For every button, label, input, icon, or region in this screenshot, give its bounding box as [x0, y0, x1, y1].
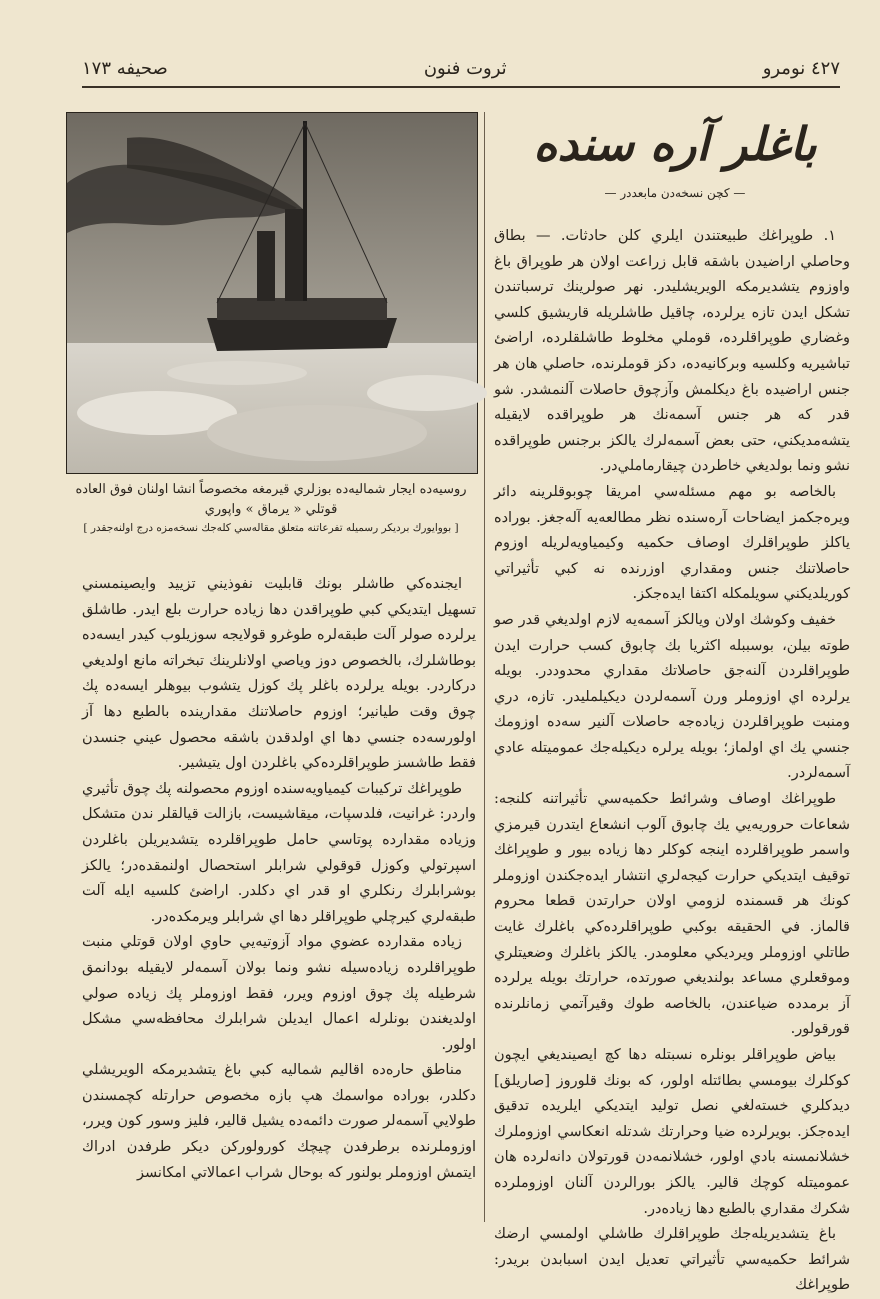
photo-caption	[66, 480, 476, 536]
icebreaker-photo	[66, 112, 478, 474]
article-title: باغلر آره سنده	[533, 117, 817, 171]
caption-note: [ بووايورك برديكر رسميله تفرعاتنه متعلق مقاله‌سي كله‌جك نسخه‌مزه درج اولنه‌جقدر ]	[83, 522, 459, 534]
header-rule	[82, 86, 840, 88]
paragraph: طوپراغك اوصاف وشرائط حكميه‌سي تأثيراتنه كلنجه: شعاعات حروريه‌يي يك چابوق آلوب انشعاع ايتدرن قيرمزي واسمر طوپراقلرده اينجه كوكلر دها زياده بيور و طوپراغك توقيف ايتديكي حرارت كيجه‌لري انتشار ايده‌جكندن اوزوملر كونك هر قسمنده لزومي اولان حرارتدن قطعا محروم قالماز. في الحقيقه بوكبي طوپراقلرده‌كي باغلرك غايت طاتلي اوزوملر ويرديكي معلومدر. يالكز باغلرك وضعيتلري وموقعلري مساعد بولنديغي صورتده، حرارتك بويله يرلرده آز برمدده ضياعندن، بالخاصه طوك وقيرآتمي زمانلرنده قورقولور.	[494, 791, 850, 1038]
column-divider	[484, 112, 485, 1222]
paragraph: ١. طوپراغك طبيعتندن ايلري كلن حادثات. — بطاق وحاصلي اراضيدن باشقه قابل زراعت اولان هر طوپراق باغ واوزوم يتشديرمكه الويريشليدر. نهر صولرينك ترسباتندن تشكل ايدن تازه يرلرده، چاقيل طاشلريله قاريشيق كلسي وغضاري طوپراقلرده، قوملي مخلوط طاشلقلرده، اراضئ تباشيريه وكلسيه وبركانيه‌ده، دكز قوملرنده، حاصلي هان هر جنس اراضيده باغ ديكلمش وآزچوق حاصلات آلنمشدر. شو قدر كه هر جنس آسمه‌نك هر طوپراقده لايقيله يتشه‌مديكني، حتى بعض آسمه‌لرك يالكز برجنس طوپراقده نشو ونما بولديغي خاطردن چيقارماملي‌در.	[494, 228, 850, 475]
right-column	[494, 224, 850, 1294]
paragraph: زياده مقدارده عضوي مواد آزوتيه‌يي حاوي اولان قوتلي منبت طوپراقلرده زياده‌سيله نشو ونما بولان آسمه‌لر لايقيله بودانمق شرطيله پك چوق اوزوم ويرر، فقط اوزوملر پك زياده صولي اولديغندن بونلرله اعمال ايديلن شرابلرك محافظه‌سي مشكل اولور.	[82, 934, 476, 1053]
paragraph: خفيف وكوشك اولان ويالكز آسمه‌يه لازم اولديغي قدر صو طوته بيلن، بوسببله اكثريا بك چابوق كسب حرارت ايدن طوپراقلردن آلنه‌جق حاصلاتك مقداري محدوددر. بويله يرلرده اي اوزوملر ورن آسمه‌لردن ديكيلمليدر. تازه، دري ومنبت طوپراقلردن زياده‌جه حاصلات آلنير سه‌ده اوزومك جنسي يك اي اولماز؛ بويله يرلره ديكيله‌جك عموميتله عادي آسمه‌لردر.	[494, 611, 850, 782]
paragraph: باغ يتشديريله‌جك طوپراقلرك طاشلي اولمسي ارضك شرائط حكميه‌سي تأثيراتي تعديل ايدن اسبابدن بريدر: طوپراغك	[494, 1226, 850, 1294]
page-header	[82, 52, 840, 84]
icebreaker-ship-image	[67, 113, 477, 473]
page-number: صحيفه ١٧٣	[82, 57, 168, 79]
paragraph: مناطق حاره‌ده اقاليم شماليه كبي باغ يتشديرمكه الويريشلي دكلدر، بوراده مواسمك هپ بازه مخصوص حرارتله كچمسندن طولايي آسمه‌لر صورت دائمه‌ده يشيل قالير، فليز وسور كون ويرر، اوزوملرنده برطرفدن چيچك كورولوركن ديكر طرفدن ادراك ايتمش اوزوملر بولنور كه بوحال شراب اعمالاتي امكانسز	[82, 1062, 476, 1181]
paragraph: طوپراغك تركيبات كيمياويه‌سنده اوزوم محصولنه پك چوق تأثيري واردر: غرانيت، فلدسپات، ميقاشيست، بازالت قيالقلر ندن متشكل وزياده مقدارده پوتاسي حامل طوپراقلرده يتشديريلن باغلردن اسپرتولي وكوزل قوقولي شرابلر استحصال اولنمقده‌در؛ يالكز بوشرابلرك رنكلري او قدر اي دكلدر. اراضئ كلسيه ايله آلت طبقه‌لري كيرچلي طوپراقلر دها اي شرابلر ويرمكده‌در.	[82, 780, 476, 925]
paragraph: بالخاصه بو مهم مسئله‌سي امريقا چوبوقلرينه دائر ويره‌جكمز ايضاحات آره‌سنده نظر مطالعه‌يه آله‌جغز. بوراده ياكلز طوپراقلرك اوصاف حكميه وكيمياويه‌لريله اوزوم حاصلاتنك جنس ومقداري اوزرنده نه كبي تأثيراتي كوريلديكني سويلمكله اكتفا ايده‌جكز.	[494, 483, 850, 603]
caption-text: روسيه‌ده ايجار شماليه‌ده بوزلري قيرمغه مخصوصاً انشا اولنان فوق العاده قوتلي « يرماق » واپوري	[75, 482, 467, 517]
left-column	[82, 572, 476, 1232]
article-subtitle: — كچن نسخه‌دن مابعددر —	[604, 186, 746, 200]
journal-name: ثروت فنون	[423, 57, 507, 79]
paragraph: ايجنده‌كي طاشلر بونك قابليت نفوذيني تزييد وايصينمسني تسهيل ايتديكي كبي طوپراقدن دها زياده حرارت بلع ايدر. طاشلق يرلرده صولر آلت طبقه‌لره طوغرو قولايجه سوزيلوب كيدر ايسه‌ده بوطاشلرك، بالخصوص دوز وياصي اولانلرينك تبخراته مانع اولديغي دركاردر. بويله يرلرده باغلر پك كوزل يتشوب بيوهلر ايسه‌ده پك چوق وقت طيانير؛ اوزوم حاصلاتنك مقدارينده بالطبع دها آز اولورسه‌ده جنسي دها اي اولدقدن باشقه محصول عيني جنسدن فقط طاشسز طوپراقلرده‌كي باغلردن اول يتيشير.	[82, 576, 476, 772]
issue-number: ٤٢٧ نومرو	[762, 57, 840, 79]
paragraph: بياض طوپراقلر بونلره نسبتله دها كچ ايصينديغي ايچون كوكلرك بيومسي بطائتله اولور، كه بونك قلوروز [صاريلق] ديدكلري خسته‌لغي نصل توليد ايتديكي ايلريده تدقيق ايده‌جكز. بويرلرده ضيا وحرارتك شدتله انعكاسي اوزوملرك خشلانمسنه بادي اولور، خشلانمه‌دن قورتولان دانه‌لرده هان عموميتله كوچك قالير. يالكز بورالردن آلنان اوزوملرده شكرك مقداري بالطبع دها زياده‌در.	[494, 1047, 850, 1217]
